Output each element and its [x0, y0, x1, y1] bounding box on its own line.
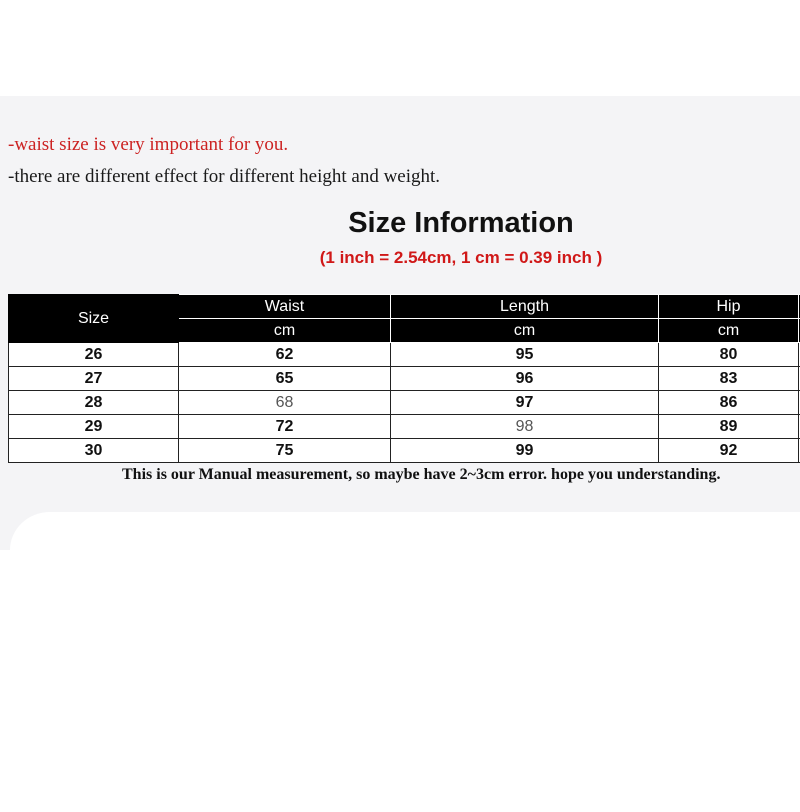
- measurement-footnote: This is our Manual measurement, so maybe have 2~3cm error. hope you understanding.: [122, 466, 720, 484]
- waist-note: -waist size is very important for you.: [8, 134, 288, 156]
- effect-note: -there are different effect for different height and weight.: [8, 166, 440, 188]
- length-cell: 96: [391, 367, 659, 391]
- table-row: [9, 367, 800, 391]
- hip-cell: 92: [659, 439, 799, 463]
- table-row: [9, 343, 800, 367]
- size-cell: 26: [9, 343, 179, 367]
- hip-cell: 89: [659, 415, 799, 439]
- hip-cell: 86: [659, 391, 799, 415]
- length-cell: 97: [391, 391, 659, 415]
- waist-cell: 65: [179, 367, 391, 391]
- hip-cell: 83: [659, 367, 799, 391]
- size-table: [8, 294, 800, 463]
- hip-header: Hip: [659, 295, 799, 319]
- table-row: [9, 415, 800, 439]
- length-cell: 98: [391, 415, 659, 439]
- size-cell: 29: [9, 415, 179, 439]
- page-title: Size Information: [0, 207, 800, 240]
- hip-cell: 80: [659, 343, 799, 367]
- table-header-row: [9, 295, 800, 319]
- length-cell: 99: [391, 439, 659, 463]
- blank-area: [10, 512, 800, 812]
- waist-header: Waist: [179, 295, 391, 319]
- waist-cell: 75: [179, 439, 391, 463]
- size-cell: 28: [9, 391, 179, 415]
- length-cell: 95: [391, 343, 659, 367]
- unit-conversion: (1 inch = 2.54cm, 1 cm = 0.39 inch ): [0, 248, 800, 268]
- length-header: Length: [391, 295, 659, 319]
- size-cell: 27: [9, 367, 179, 391]
- size-header: Size: [9, 295, 179, 343]
- waist-cell: 62: [179, 343, 391, 367]
- size-cell: 30: [9, 439, 179, 463]
- waist-cell: 68: [179, 391, 391, 415]
- waist-cell: 72: [179, 415, 391, 439]
- length-unit: cm: [391, 319, 659, 343]
- waist-unit: cm: [179, 319, 391, 343]
- table-row: [9, 439, 800, 463]
- table-row: [9, 391, 800, 415]
- hip-unit: cm: [659, 319, 799, 343]
